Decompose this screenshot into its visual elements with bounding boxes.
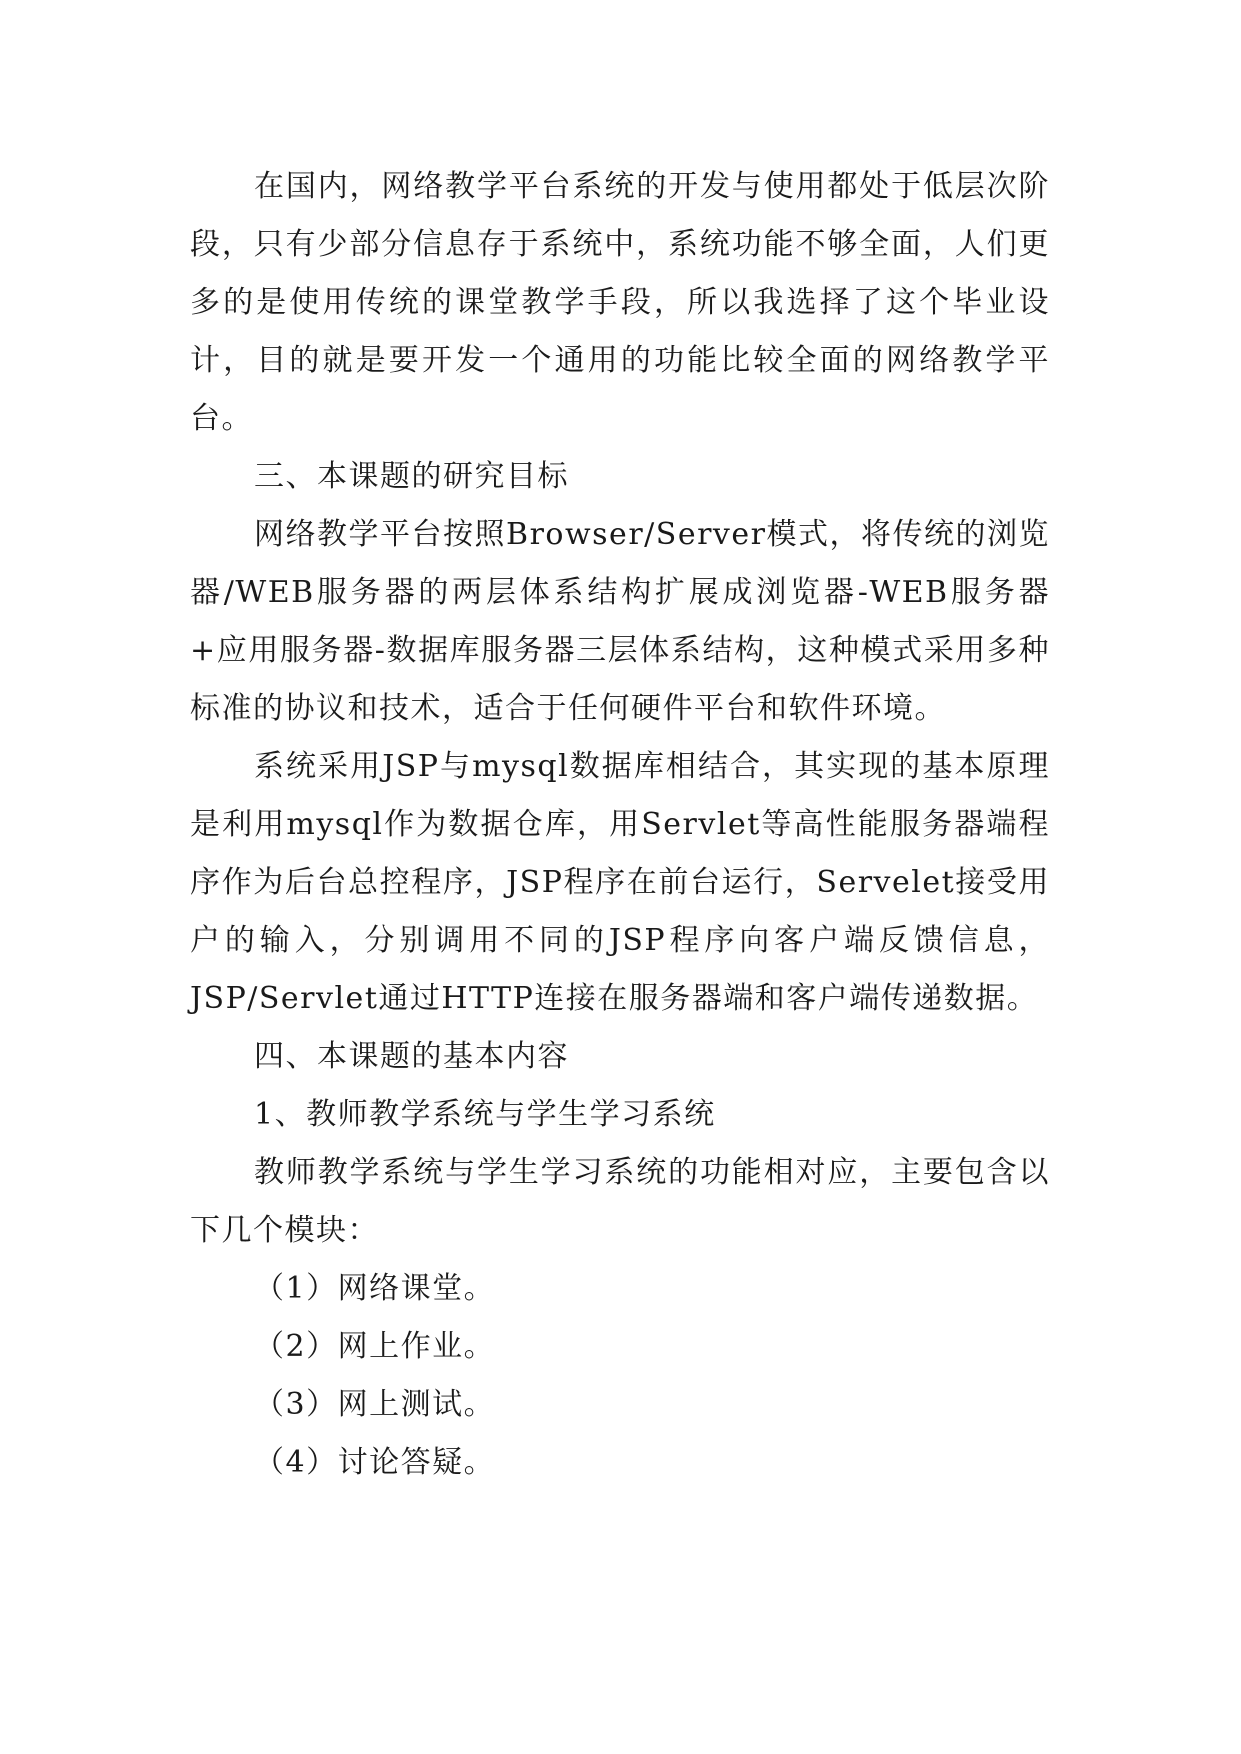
document-body [190,158,1050,1492]
paragraph-implementation: 系统采用JSP与mysql数据库相结合，其实现的基本原理是利用mysql作为数据仓库，用Servlet等高性能服务器端程序作为后台总控程序，JSP程序在前台运行，Servelet接受用户的输入，分别调用不同的JSP程序向客户端反馈信息，JSP/Servlet通过HTTP连接在服务器端和客户端传递数据。 [190,749,1050,1016]
list-item-discussion-qa: （4）讨论答疑。 [254,1445,496,1480]
list-item-network-classroom: （1）网络课堂。 [254,1271,496,1306]
paragraph-background: 在国内，网络教学平台系统的开发与使用都处于低层次阶段，只有少部分信息存于系统中，系统功能不够全面，人们更多的是使用传统的课堂教学手段，所以我选择了这个毕业设计，目的就是要开发一个通用的功能比较全面的网络教学平台。 [190,169,1050,436]
section-heading-research-goals: 三、本课题的研究目标 [254,459,569,494]
subsection-heading-teaching-system: 1、教师教学系统与学生学习系统 [254,1097,716,1132]
section-heading-basic-content: 四、本课题的基本内容 [254,1039,569,1074]
list-item-online-test: （3）网上测试。 [254,1387,496,1422]
list-item-online-homework: （2）网上作业。 [254,1329,496,1364]
paragraph-architecture: 网络教学平台按照Browser/Server模式，将传统的浏览器/WEB服务器的两层体系结构扩展成浏览器-WEB服务器+应用服务器-数据库服务器三层体系结构，这种模式采用多种标准的协议和技术，适合于任何硬件平台和软件环境。 [190,517,1050,726]
paragraph-modules-intro: 教师教学系统与学生学习系统的功能相对应，主要包含以下几个模块： [190,1155,1050,1248]
